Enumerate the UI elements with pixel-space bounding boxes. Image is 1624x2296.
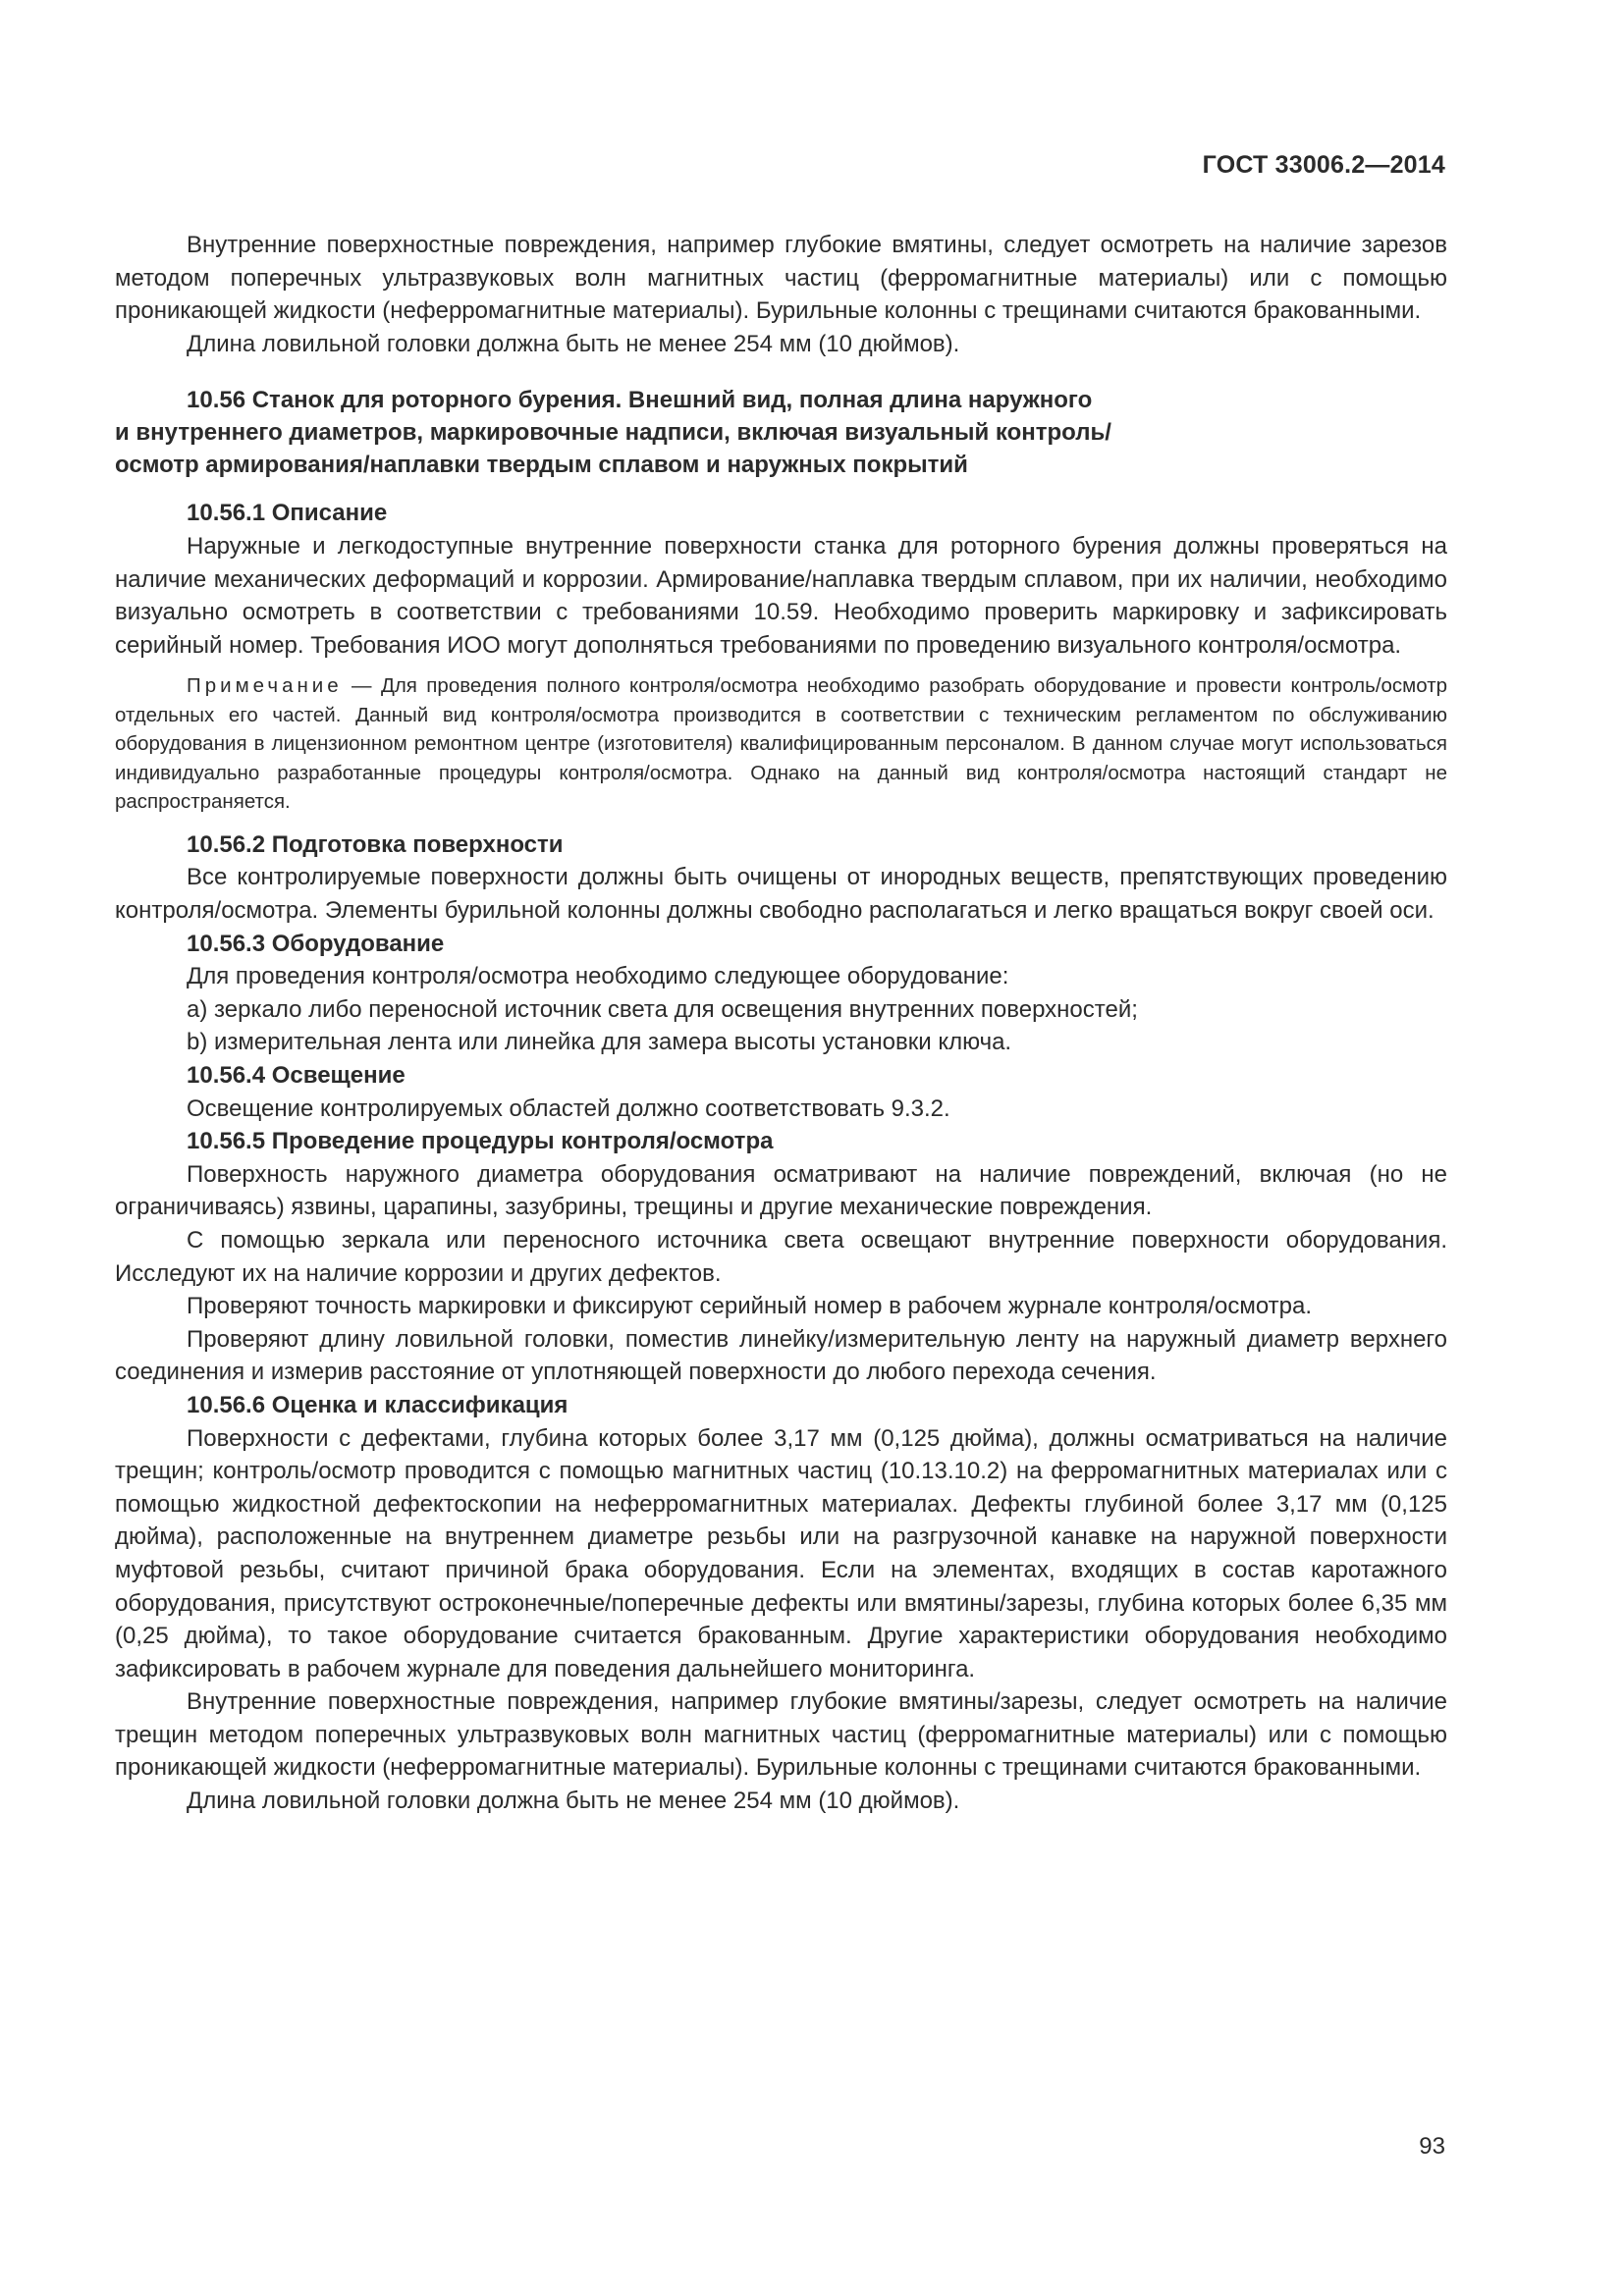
note	[115, 671, 1447, 817]
subsection-title: 10.56.6 Оценка и классификация	[187, 1391, 568, 1418]
paragraph: Поверхности с дефектами, глубина которых более 3,17 мм (0,125 дюйма), должны осматриваться на наличие трещин; контроль/осмотр проводится с помощью магнитных частиц (10.13.10.2) на ферромагнитных материалах или с помощью жидкостной дефектоскопии на неферромагнитных материалах. Дефекты глубиной более 3,17 мм (0,125 дюйма), расположенные на внутреннем диаметре резьбы или на разгрузочной канавке на наружной поверхности муфтовой резьбы, считают причиной брака оборудования. Если на элементах, входящих в состав каротажного оборудования, присутствуют остроконечные/поперечные дефекты или вмятины/зарезы, глубина которых более 6,35 мм (0,25 дюйма), то такое оборудование считается бракованным. Другие характеристики оборудования необходимо зафиксировать в рабочем журнале для поведения дальнейшего мониторинга.	[115, 1424, 1447, 1682]
subsection-title: 10.56.5 Проведение процедуры контроля/осмотра	[187, 1128, 774, 1155]
subsection-title: 10.56.4 Освещение	[187, 1062, 406, 1089]
heading-line: 10.56 Станок для роторного бурения. Внешний вид, полная длина наружного	[187, 387, 1093, 414]
list-item: b) измерительная лента или линейка для замера высоты установки ключа.	[187, 1029, 1012, 1056]
paragraph: Освещение контролируемых областей должно соответствовать 9.3.2.	[187, 1095, 950, 1122]
section-heading-10-56	[115, 384, 1447, 481]
paragraph: Наружные и легкодоступные внутренние поверхности станка для роторного бурения должны проверяться на наличие механических деформаций и коррозии. Армирование/наплавка твердым сплавом, при их наличии, необходимо визуально осмотреть в соответствии с требованиями 10.59. Необходимо проверить маркировку и зафиксировать серийный номер. Требования ИОО могут дополняться требованиями по проведению визуального контроля/осмотра.	[115, 532, 1447, 659]
document-body	[115, 229, 1447, 1818]
page-number: 93	[1419, 2133, 1445, 2160]
paragraph: Внутренние поверхностные повреждения, например глубокие вмятины/зарезы, следует осмотреть на наличие трещин методом поперечных ультразвуковых волн магнитных частиц (ферромагнитные материалы) или с помощью проникающей жидкости (неферромагнитные материалы). Бурильные колонны с трещинами считаются бракованными.	[115, 1688, 1447, 1782]
subsection-title: 10.56.1 Описание	[187, 500, 388, 527]
subsection-title: 10.56.2 Подготовка поверхности	[187, 830, 564, 858]
note-text: — Для проведения полного контроля/осмотра необходимо разобрать оборудование и провести контроль/осмотр отдельных его частей. Данный вид контроля/осмотра производится в соответствии с техническим регламентом по обслуживанию оборудования в лицензионном ремонтном центре (изготовителя) квалифицированным персоналом. В данном случае могут использоваться индивидуально разработанные процедуры контроля/осмотра. Однако на данный вид контроля/осмотра настоящий стандарт не распространяется.	[115, 674, 1447, 814]
list-item: а) зеркало либо переносной источник света для освещения внутренних поверхностей;	[187, 995, 1138, 1023]
heading-line: и внутреннего диаметров, маркировочные надписи, включая визуальный контроль/	[115, 419, 1111, 447]
note-label: Примечание	[187, 674, 343, 698]
paragraph: С помощью зеркала или переносного источника света освещают внутренние поверхности оборудования. Исследуют их на наличие коррозии и других дефектов.	[115, 1226, 1447, 1287]
paragraph: Проверяют точность маркировки и фиксируют серийный номер в рабочем журнале контроля/осмотра.	[187, 1293, 1313, 1320]
paragraph: Для проведения контроля/осмотра необходимо следующее оборудование:	[187, 963, 1009, 990]
paragraph: Внутренние поверхностные повреждения, например глубокие вмятины, следует осмотреть на наличие зарезов методом поперечных ультразвуковых волн магнитных частиц (ферромагнитные материалы) или с помощью проникающей жидкости (неферромагнитные материалы). Бурильные колонны с трещинами считаются бракованными.	[115, 232, 1447, 325]
paragraph: Все контролируемые поверхности должны быть очищены от инородных веществ, препятствующих проведению контроля/осмотра. Элементы бурильной колонны должны свободно располагаться и легко вращаться вокруг своей оси.	[115, 864, 1447, 925]
paragraph: Длина ловильной головки должна быть не менее 254 мм (10 дюймов).	[187, 330, 960, 357]
paragraph: Поверхность наружного диаметра оборудования осматривают на наличие повреждений, включая (но не ограничиваясь) язвины, царапины, зазубрины, трещины и другие механические повреждения.	[115, 1160, 1447, 1221]
paragraph: Длина ловильной головки должна быть не менее 254 мм (10 дюймов).	[187, 1788, 960, 1815]
heading-line: осмотр армирования/наплавки твердым сплавом и наружных покрытий	[115, 452, 968, 479]
paragraph: Проверяют длину ловильной головки, поместив линейку/измерительную ленту на наружный диаметр верхнего соединения и измерив расстояние от уплотняющей поверхности до любого перехода сечения.	[115, 1325, 1447, 1386]
subsection-title: 10.56.3 Оборудование	[187, 930, 445, 957]
document-header: ГОСТ 33006.2—2014	[1202, 151, 1445, 179]
